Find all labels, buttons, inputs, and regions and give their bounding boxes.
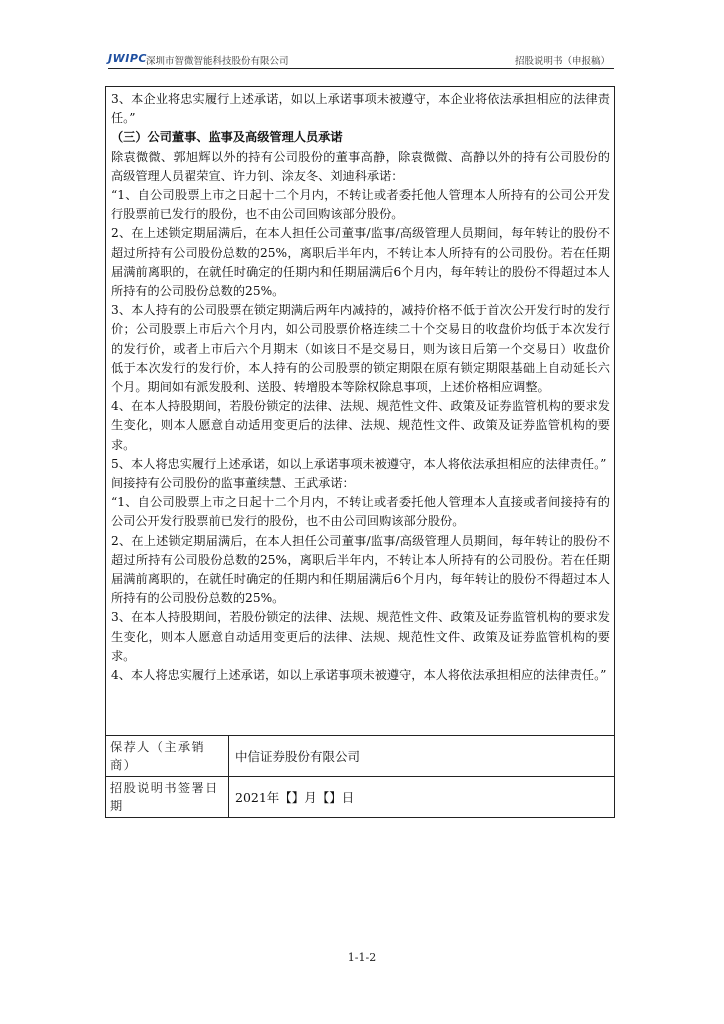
paragraph-commitment-5: 5、本人将忠实履行上述承诺，如以上承诺事项未被遵守，本人将依法承担相应的法律责任。” — [111, 456, 607, 471]
paragraph-commitment-4: 4、在本人持股期间，若股份锁定的法律、法规、规范性文件、政策及证券监管机构的要求发生变化，则本人愿意自动适用变更后的法律、法规、规范性文件、政策及证券监管机构的要求。 — [111, 399, 610, 452]
company-name: 深圳市智微智能科技股份有限公司 — [146, 56, 289, 67]
sign-date-value: 2021年【】月【】日 — [235, 790, 355, 805]
paragraph-supervisor-commitment-3: 3、在本人持股期间，若股份锁定的法律、法规、规范性文件、政策及证券监管机构的要求发生变化，则本人愿意自动适用变更后的法律、法规、规范性文件、政策及证券监管机构的要求。 — [111, 610, 610, 663]
sponsor-value: 中信证券股份有限公司 — [235, 749, 361, 764]
paragraph-supervisor-commitment-1: “1、自公司股票上市之日起十二个月内，不转让或者委托他人管理本人直接或者间接持有的公司公开发行股票前已发行的股份，也不由公司回购该部分股份。 — [111, 495, 610, 529]
commitment-content — [106, 87, 614, 735]
sponsor-label: 保荐人（主承销商） — [106, 736, 229, 776]
paragraph-supervisor-commitment-2: 2、在上述锁定期届满后，在本人担任公司董事/监事/高级管理人员期间，每年转让的股份不超过所持有公司股份总数的25%，离职后半年内，不转让本人所持有的公司股份。若在任期届满前离职的，在就任时确定的任期内和任期届满后6个月内，每年转让的股份不得超过本人所持有的公司股份总数的25%。 — [111, 533, 610, 606]
company-logo: JWIPC — [108, 52, 147, 65]
paragraph-commitment-3: 3、本人持有的公司股票在锁定期满后两年内减持的，减持价格不低于首次公开发行时的发行价；公司股票上市后六个月内，如公司股票价格连续二十个交易日的收盘价均低于本次发行的发行价，或者上市后六个月期末（如该日不是交易日，则为该日后第一个交易日）收盘价低于本次发行的发行价，本人持有的公司股票的锁定期限在原有锁定期限基础上自动延长六个月。期间如有派发股利、送股、转增股本等除权除息事项，上述价格相应调整。 — [111, 303, 610, 395]
paragraph-intro-directors: 除袁微微、郭旭辉以外的持有公司股份的董事高静，除袁微微、高静以外的持有公司股份的高级管理人员翟荣宣、许力钊、涂友冬、刘迪科承诺： — [111, 149, 610, 183]
page-number: 1-1-2 — [347, 951, 377, 964]
sign-date-label: 招股说明书签署日期 — [106, 777, 229, 817]
paragraph-intro-supervisors: 间接持有公司股份的监事董续慧、王武承诺： — [111, 476, 355, 491]
table-row-sponsor — [106, 735, 614, 776]
table-row-sign-date — [106, 776, 614, 817]
paragraph-commitment-2: 2、在上述锁定期届满后，在本人担任公司董事/监事/高级管理人员期间，每年转让的股份不超过所持有公司股份总数的25%，离职后半年内，不转让本人所持有的公司股份。若在任期届满前离职的，在就任时确定的任期内和任期届满后6个月内，每年转让的股份不得超过本人所持有的公司股份总数的25%。 — [111, 226, 610, 299]
commitment-table — [105, 86, 615, 818]
paragraph-commitment-1: “1、自公司股票上市之日起十二个月内，不转让或者委托他人管理本人所持有的公司公开发行股票前已发行的股份，也不由公司回购该部分股份。 — [111, 188, 610, 222]
paragraph-supervisor-commitment-4: 4、本人将忠实履行上述承诺，如以上承诺事项未被遵守，本人将依法承担相应的法律责任。” — [111, 668, 607, 683]
page-header — [108, 52, 614, 69]
document-type: 招股说明书（申报稿） — [514, 56, 610, 67]
paragraph-enterprise-commitment: 3、本企业将忠实履行上述承诺，如以上承诺事项未被遵守，本企业将依法承担相应的法律责任。” — [111, 92, 610, 126]
section-title: （三）公司董事、监事及高级管理人员承诺 — [111, 130, 343, 145]
